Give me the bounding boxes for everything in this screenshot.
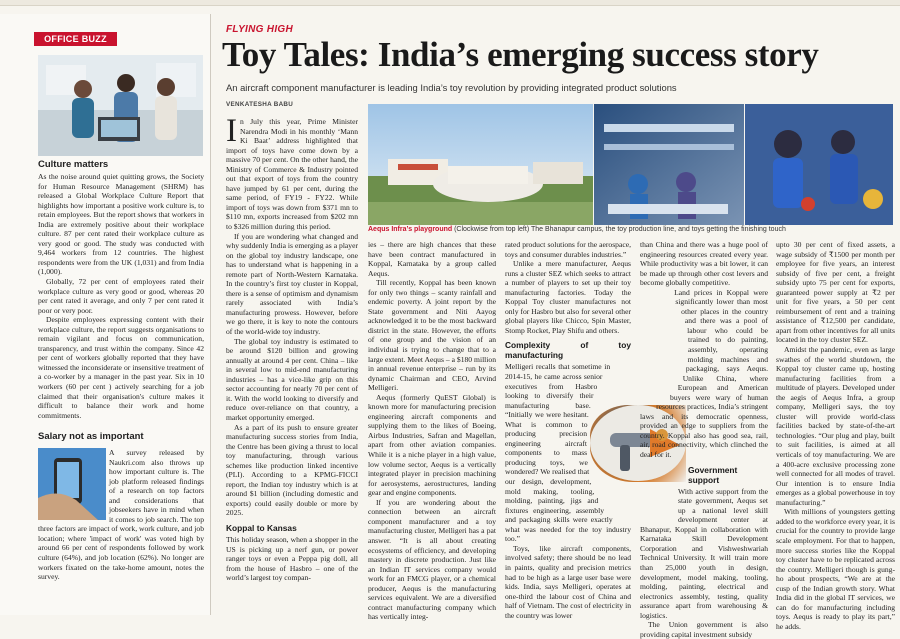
paragraph: Globally, 72 per cent of employees rated their workplace culture as very good or good, whereas 20 per cent rated it average, and only 7 per cent rated it poor or very poor. [38, 277, 204, 315]
paragraph: If you are wondering what changed and why suddenly India is emerging as a player on the global toy industry landscape, one has to understand what is happening in a remote part of North-Western Karnataka. In the country’s first toy cluster in Koppal, there is a sense of optimism and dynamism rarely associated with India’s manufacturing prowess. However, before we go there, it is key to note the contours of the world-wide toy industry. [226, 231, 358, 337]
paragraph: If you are wondering about the connection between an aircraft component manufacturer and a toy manufacturing cluster, Melligeri has a pat answer. “It is all about creating ecosystems of efficiency, and developing mastery in discrete production. Just like an Indian IT services company would work for an FMCG player, or a chemical producer, Aequs is the manufacturing services equivalent. We are a diversified contract manufacturing company which has vertically integ- [368, 497, 496, 622]
paragraph: Despite employees expressing content with their workplace culture, the report suggests organisations to remain vigilant and focus on communication, transparency, and trust within the company. Since 42 per cent of workers globally reported that they have witnessed the inconsiderate or insensitive treatment of a co-worker by a manager in the past year. Six in 10 workers (60 per cent ) actively searching for a job claimed that their organisation's culture makes it difficult to balance their work and home commitments. [38, 315, 204, 420]
paragraph: With millions of youngsters getting added to the workforce every year, it is crucial for the country to provide large scale employment. For that to happen, more success stories like the Koppal toy cluster have to be replicated across the country. Melligeri though is gung-ho about prospects, “We are at the cusp of the Indian growth story. What India did in the global IT services, we can do for manufacturing including toys. Aequs is ready to play its part,” he adds. [776, 507, 895, 631]
paragraph: ies – there are high chances that these have been contract manufactured in Koppal, Karnataka by a group called Aequs. [368, 240, 496, 278]
byline: VENKATESHA BABU [226, 101, 294, 108]
article-column-4 [640, 240, 768, 639]
article-column-2 [368, 240, 496, 622]
campus-and-production-illustration [368, 104, 893, 225]
drop-cap: I [226, 113, 237, 149]
paragraph: Toys, like aircraft components, involved safety; there should be no lead in paints, quality and precision metrics had to be high as a large user base were kids. India, says Melligeri, operates at one-third the labour cost of China and half of Vietnam. The cost of electricity in the country was lower [505, 543, 631, 620]
paragraph: As a part of its push to ensure greater manufacturing success stories from India, the Centre has been giving a thrust to local toy manufacturing, through various schemes like production linked incentive (PLI). According to a KPMG-FICCI report, the Indian toy industry which is at around $1 billion (including domestic and exports) could easily double or more by 2025. [226, 422, 358, 518]
caption-text: (Clockwise from top left) The Bhanapur campus, the toy production line, and toys getting the finishing touch [452, 226, 786, 233]
paragraph: Aequs (formerly QuEST Global) is known more for manufacturing precision engineering aircraft components and supplying them to the likes of Boeing, Airbus Industries, Safran and Magellan, apart from other aviation companies. While it is a niche player in a high value, low volume sector, Aequs is a vertically integrated player in precision machining for aerosystems, aerostructures, landing gear and engine components. [368, 392, 496, 498]
paragraph-text: Land prices in Koppal were significantly lower than most other places in the country and there was a pool of labour who could be trained to do painting, assembly, operating molding machines and packaging, says Aequs. Unlike China, where European and American buyers were wary of human resources practices, India’s stringent laws and its democratic openness, provided an edge to suppliers from the country. Koppal also has good sea, rail, air, road connectivity, which clinched the deal for it. [640, 287, 768, 460]
paragraph [640, 487, 768, 621]
office-team-illustration [38, 55, 203, 156]
office-team-photo [38, 55, 203, 156]
subhead-complexity: Complexity of toy manufacturing [505, 340, 631, 361]
paragraph: As the noise around quiet quitting grows, the Society for Human Resource Management (SHRM) has released a Global Workplace Culture Report that highlights how important a positive work culture is, to retain employees. But the report shows that workers in India are extremely positive about their workplace culture. 87 per cent rated their workplace culture as very good or good. The study was conducted with 9,464 workers from 12 countries. The highest respondents were from the UK (1,031) and from India (1,000). [38, 172, 204, 277]
paragraph: A survey released by Naukri.com also throws up how important culture is. The job platform released findings of a research on top factors and considerations that jobseekers have in mind when it comes to job search. The top three factors are impact of work, work culture, and job location; where 'impact of work' was voted high by around 66 per cent of respondents followed by work culture (64%), and job location (62%). No longer are workers fixated on the take-home amount, notes the survey. [38, 448, 204, 582]
paragraph: rated product solutions for the aerospace, toys and consumer durables industries.” [505, 240, 631, 259]
kicker: FLYING HIGH [226, 24, 294, 35]
float-spacer [38, 448, 109, 520]
float-spacer [640, 487, 678, 521]
collage-photo [368, 104, 893, 225]
article-column-5 [776, 240, 895, 631]
paragraph [640, 288, 768, 460]
paragraph: The Union government is also providing capital investment subsidy [640, 620, 768, 639]
subhead-koppal-to-kansas: Koppal to Kansas [226, 522, 297, 533]
paragraph: than China and there was a huge pool of engineering resources created every year. While productivity was a bit lower, it can be made up through other cost levers and become globally competitive. [640, 240, 768, 288]
article-column-1 [226, 113, 358, 613]
paragraph: n July this year, Prime Minister Narendra Modi in his monthly ‘Mann Ki Baat’ address highlighted that import of toys have come down by a massive 70 per cent. On the other hand, the Ministry of Commerce & Industry pointed out that export of toys from the country have jumped by 61 per cent, during the same period, of FY19 - FY22. While import of toys was down from $371 mn to $110 mn, exports increased from $202 mn to $326 million during this period. [226, 117, 358, 232]
photo-caption [368, 226, 893, 233]
paragraph: Amidst the pandemic, even as large swathes of the world shutdown, the Koppal toy cluster came up, hosting manufacturing facilities from a multitude of players. Developed under the aegis of Aequs Infra, a group company, Melligeri says, the toy cluster will provide world-class facilities backed by state-of-the-art technologies. “Our plug and play, built to suit facilities, is aimed at all verticals of toy manufacturing. We are a 400-acre exclusive processing zone well connected for all modes of travel. Our intention is to ensure India emerges as a global powerhouse in toy manufacturing.” [776, 345, 895, 507]
subhead-government-support: Government support [688, 464, 738, 485]
paragraph: The global toy industry is estimated to be around $120 billion and growing annually at around 4 per cent. China – like in several low to mid-end manufacturing industries – has a vice-like grip on this sector accounting for nearly 70 per cent of it. With the world looking to diversify and reduce over-reliance on that country, a market opportunity emerged. [226, 336, 358, 422]
paragraph: Unlike a mere manufacturer, Aequs runs a cluster SEZ which seeks to attract a number of players to set up their toy manufacturing factories. Today the Koppal Toy cluster manufactures not only for Hasbro but also for several other global players like Chicco, Spin Master, Stomp Rocket, Play Shifu and others. [505, 259, 631, 335]
caption-label: Aequs Infra’s playground [368, 226, 453, 233]
paragraph: Till recently, Koppal has been known for only two things – scanty rainfall and endemic poverty. A joint report by the State government and Niti Aayog acknowledged it to be the most backward district in the state. However, the efforts of one group and the vision of an individual is trying to change that to a large extent. Meet Aequs – a $180 million in annual revenue enterprise – run by its dynamic Chairman and CEO, Arvind Melligeri. [368, 278, 496, 393]
paragraph: upto 30 per cent of fixed assets, a wage subsidy of ₹1500 per month per employee for five years, an interest subsidy of five per cent, a freight subsidy upto 75 per cent for exports, guaranteed power supply at ₹2 per unit for five years, a 50 per cent reimbursement of rent and a training assistance of ₹12,500 per candidate, apart from other incentives for all units located in the toy cluster SEZ. [776, 240, 895, 345]
office-buzz-badge: OFFICE BUZZ [34, 32, 117, 46]
paragraph-text: Melligeri recalls that sometime in 2014-15, he came across senior executives from Hasbro looking to diversify their manufacturing base. “Initially we were hesitant. What is common to producing precision engineering aircraft components to mass producing toys, we wondered? We realised that our design, development, mold making, tooling, molding, painting, jigs and fixtures engineering, assembly and packaging skills were exactly what was needed for the toy industry too.” [505, 362, 631, 544]
paragraph: This holiday season, when a shopper in the US is picking up a nerf gun, or power ranger toys or even a Peppa pig doll, all from the house of Hasbro – one of the world’s largest toy compan- [226, 534, 358, 583]
culture-matters-body [38, 172, 204, 420]
culture-matters-heading: Culture matters [38, 159, 109, 170]
headline: Toy Tales: India’s emerging success story [222, 35, 819, 74]
salary-body [38, 448, 204, 611]
salary-heading: Salary not as important [38, 431, 144, 442]
deck: An aircraft component manufacturer is leading India’s toy revolution by providing integrated product solutions [226, 82, 677, 93]
top-strip [0, 0, 900, 6]
paragraph-text: With active support from the state government, Aequs set up a national level skill development center at Bhanapur, Koppal in collaboration with Karnataka Skill Development Corporation and Vishweshwariah Technical University. It will train more than 25,000 youth in design, development, model making, tooling, molding, painting, electrical and electronics assembly, testing, quality assurance apart from warehousing & logistics. [640, 486, 768, 620]
